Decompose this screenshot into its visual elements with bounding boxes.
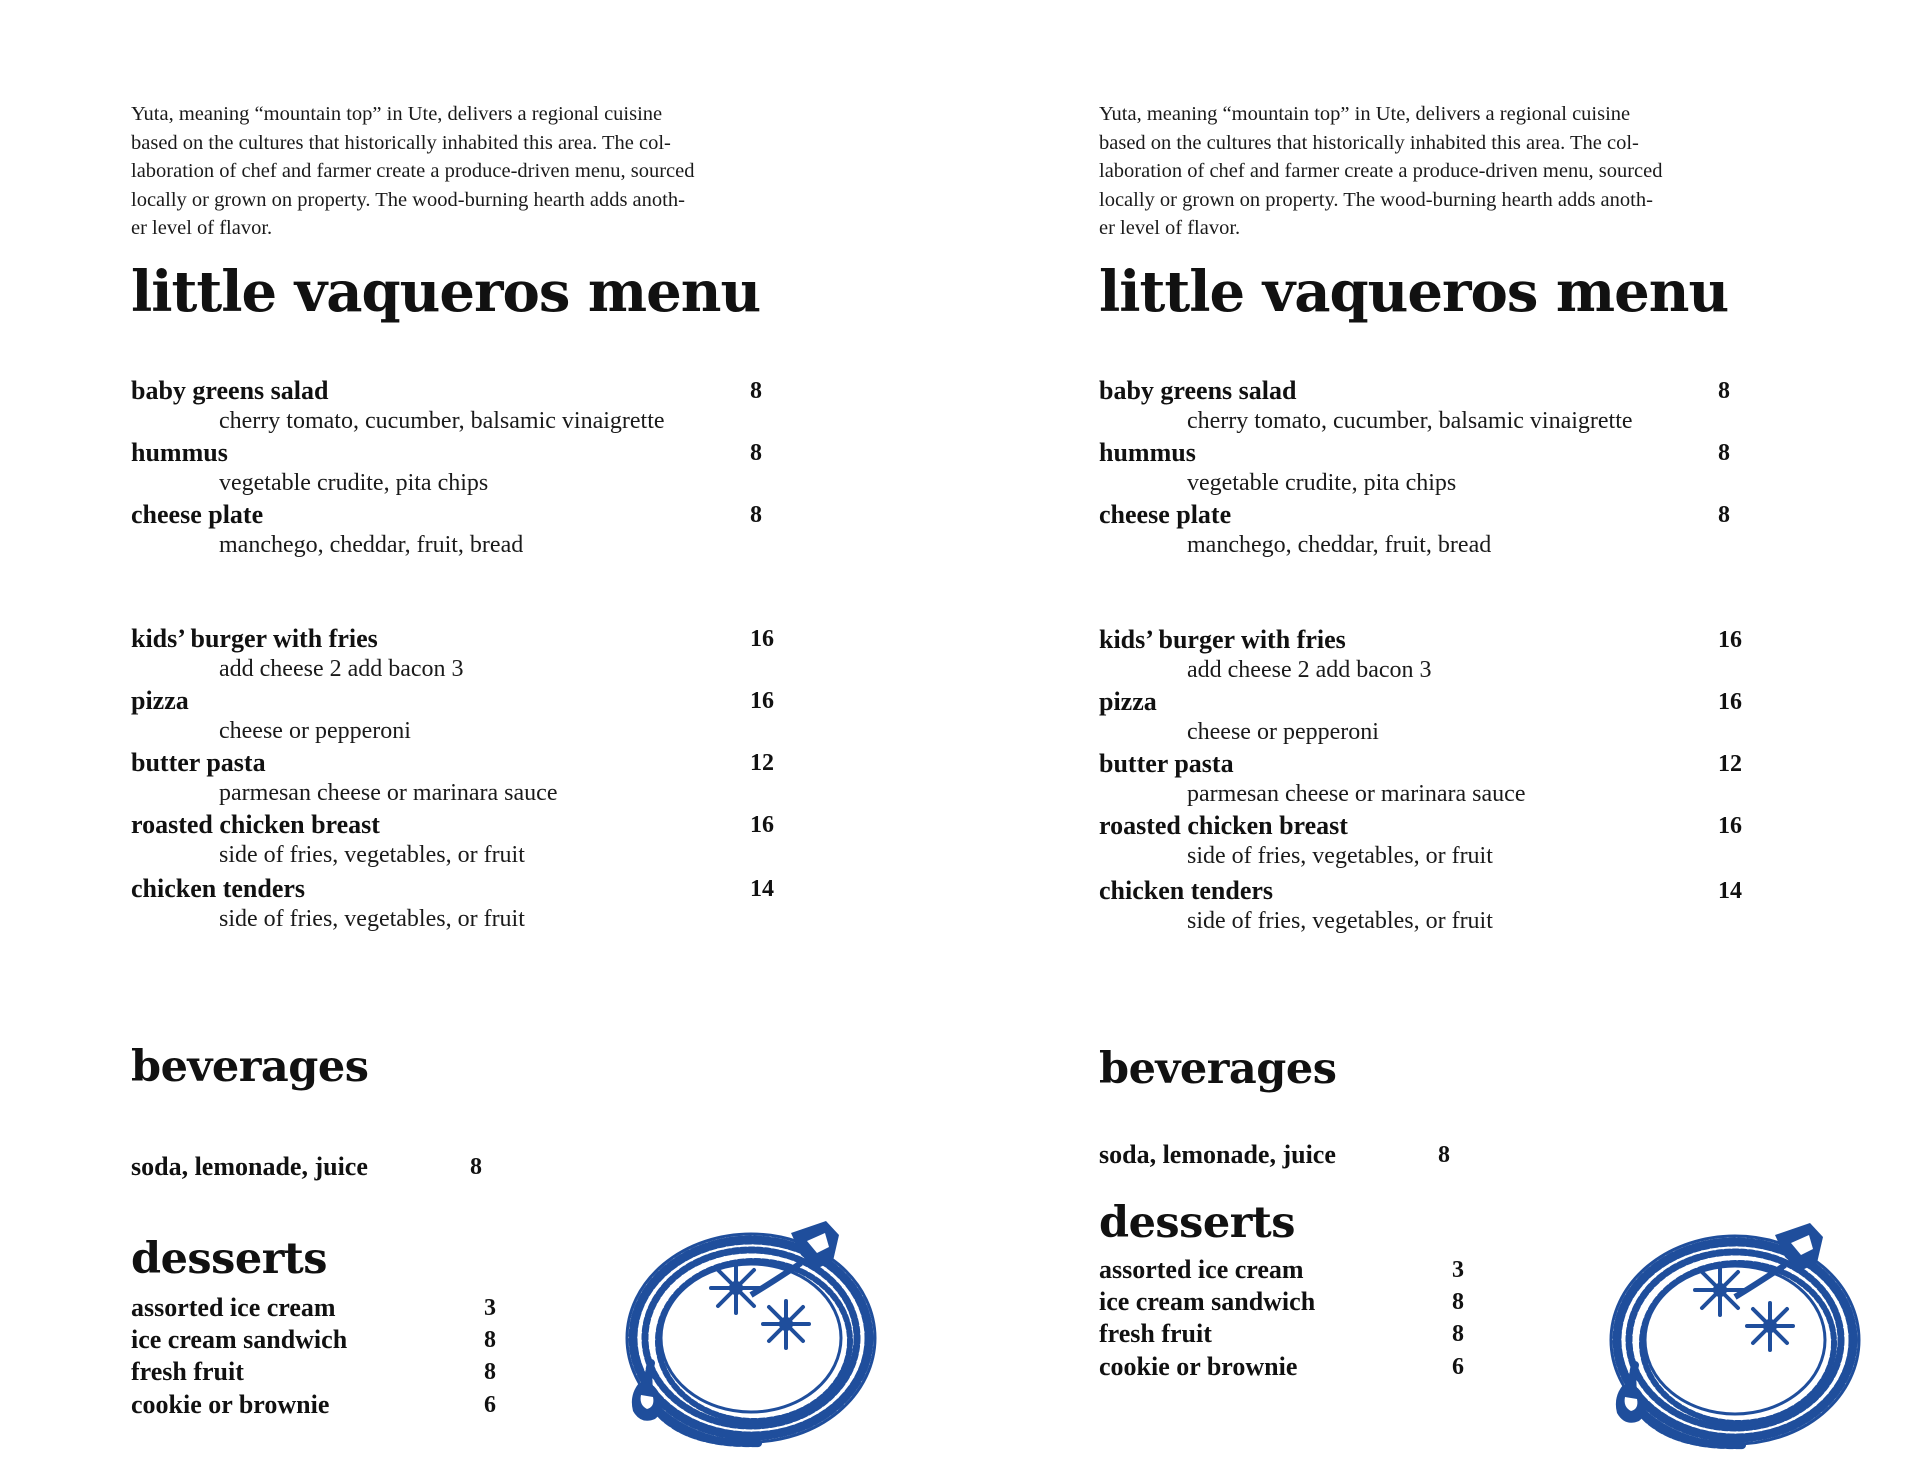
item-price: 14	[750, 876, 774, 902]
dessert-item	[131, 1325, 631, 1357]
menu-title: little vaqueros menu	[1099, 259, 1729, 325]
dessert-item	[1099, 1255, 1599, 1287]
intro-paragraph	[131, 100, 831, 243]
item-description: cheese or pepperoni	[1187, 719, 1379, 745]
item-name: assorted ice cream	[131, 1293, 336, 1322]
menu-item	[1099, 625, 1799, 687]
item-description: parmesan cheese or marinara sauce	[1187, 781, 1526, 807]
item-description: parmesan cheese or marinara sauce	[219, 780, 558, 806]
item-price: 16	[750, 812, 774, 838]
item-name: roasted chicken breast	[1099, 811, 1348, 840]
lasso-with-spurs-icon	[1595, 1215, 1875, 1455]
menu-page-right	[1099, 0, 1899, 1484]
desserts-heading: desserts	[131, 1234, 327, 1284]
item-name: chicken tenders	[131, 874, 306, 903]
item-name: soda, lemonade, juice	[1099, 1140, 1336, 1169]
item-name: butter pasta	[1099, 749, 1234, 778]
menu-item	[1099, 687, 1799, 749]
menu-item	[131, 686, 831, 748]
intro-line: Yuta, meaning “mountain top” in Ute, delivers a regional cuisine	[131, 103, 663, 125]
menu-item	[1099, 500, 1799, 562]
item-name: butter pasta	[131, 748, 266, 777]
item-price: 12	[750, 750, 774, 776]
item-price: 3	[1452, 1257, 1464, 1283]
item-name: ice cream sandwich	[131, 1325, 348, 1354]
item-description: manchego, cheddar, fruit, bread	[219, 532, 524, 558]
menu-item	[131, 500, 831, 562]
item-description: cheese or pepperoni	[219, 718, 411, 744]
beverages-heading: beverages	[1099, 1044, 1337, 1094]
item-description: cherry tomato, cucumber, balsamic vinaigrette	[219, 408, 665, 434]
intro-line: er level of flavor.	[1099, 217, 1241, 240]
desserts-heading: desserts	[1099, 1198, 1295, 1248]
lasso-with-spurs-icon	[611, 1213, 891, 1453]
item-name: baby greens salad	[131, 376, 329, 405]
item-price: 8	[1718, 440, 1730, 466]
intro-line: laboration of chef and farmer create a produce-driven menu, sourced	[131, 160, 695, 183]
intro-paragraph	[1099, 100, 1799, 243]
item-name: fresh fruit	[131, 1357, 244, 1386]
item-name: cheese plate	[131, 500, 264, 529]
item-price: 8	[750, 502, 762, 528]
item-price: 8	[1718, 502, 1730, 528]
menu-item	[131, 874, 831, 936]
item-price: 3	[484, 1295, 496, 1321]
menu-item	[1099, 749, 1799, 811]
item-price: 16	[1718, 813, 1742, 839]
intro-line: er level of flavor.	[131, 217, 273, 240]
item-description: side of fries, vegetables, or fruit	[219, 906, 525, 932]
intro-line: Yuta, meaning “mountain top” in Ute, delivers a regional cuisine	[1099, 103, 1631, 125]
beverage-item	[1099, 1140, 1599, 1172]
item-price: 16	[750, 626, 774, 652]
item-price: 8	[484, 1359, 496, 1385]
item-price: 6	[484, 1392, 496, 1418]
item-description: add cheese 2 add bacon 3	[1187, 657, 1432, 683]
item-description: side of fries, vegetables, or fruit	[219, 842, 525, 868]
menu-item	[1099, 438, 1799, 500]
item-price: 14	[1718, 878, 1742, 904]
item-description: vegetable crudite, pita chips	[1187, 470, 1457, 496]
intro-line: based on the cultures that historically inhabited this area. The col-	[131, 131, 671, 154]
item-name: hummus	[1099, 438, 1196, 467]
intro-line: based on the cultures that historically inhabited this area. The col-	[1099, 131, 1639, 154]
menu-page-left	[131, 0, 931, 1484]
dessert-item	[131, 1390, 631, 1422]
menu-item	[131, 438, 831, 500]
item-description: add cheese 2 add bacon 3	[219, 656, 464, 682]
menu-item	[1099, 811, 1799, 873]
item-name: kids’ burger with fries	[1099, 625, 1346, 654]
item-name: chicken tenders	[1099, 876, 1274, 905]
item-price: 8	[1438, 1142, 1450, 1168]
menu-item	[131, 748, 831, 810]
item-name: cookie or brownie	[1099, 1352, 1298, 1381]
item-price: 8	[1452, 1289, 1464, 1315]
item-price: 16	[1718, 689, 1742, 715]
item-price: 8	[750, 440, 762, 466]
item-name: fresh fruit	[1099, 1319, 1212, 1348]
item-price: 8	[470, 1154, 482, 1180]
intro-line: locally or grown on property. The wood-burning hearth adds anoth-	[131, 188, 685, 211]
item-price: 16	[750, 688, 774, 714]
beverages-heading: beverages	[131, 1042, 369, 1092]
item-description: side of fries, vegetables, or fruit	[1187, 908, 1493, 934]
item-description: cherry tomato, cucumber, balsamic vinaigrette	[1187, 408, 1633, 434]
item-name: pizza	[1099, 687, 1157, 716]
menu-item	[131, 810, 831, 872]
dessert-item	[1099, 1319, 1599, 1351]
item-name: hummus	[131, 438, 228, 467]
intro-line: locally or grown on property. The wood-burning hearth adds anoth-	[1099, 188, 1653, 211]
dessert-item	[131, 1293, 631, 1325]
menu-item	[1099, 376, 1799, 438]
item-name: baby greens salad	[1099, 376, 1297, 405]
menu-item	[131, 376, 831, 438]
item-name: pizza	[131, 686, 189, 715]
item-price: 12	[1718, 751, 1742, 777]
item-price: 8	[484, 1327, 496, 1353]
item-name: roasted chicken breast	[131, 810, 380, 839]
item-price: 6	[1452, 1354, 1464, 1380]
menu-title: little vaqueros menu	[131, 259, 761, 325]
dessert-item	[1099, 1287, 1599, 1319]
item-price: 16	[1718, 627, 1742, 653]
item-name: ice cream sandwich	[1099, 1287, 1316, 1316]
beverage-item	[131, 1152, 631, 1184]
item-description: manchego, cheddar, fruit, bread	[1187, 532, 1492, 558]
item-name: assorted ice cream	[1099, 1255, 1304, 1284]
item-description: side of fries, vegetables, or fruit	[1187, 843, 1493, 869]
item-description: vegetable crudite, pita chips	[219, 470, 489, 496]
item-name: cheese plate	[1099, 500, 1232, 529]
item-name: cookie or brownie	[131, 1390, 330, 1419]
menu-item	[1099, 876, 1799, 938]
dessert-item	[131, 1357, 631, 1389]
item-name: kids’ burger with fries	[131, 624, 378, 653]
dessert-item	[1099, 1352, 1599, 1384]
menu-item	[131, 624, 831, 686]
intro-line: laboration of chef and farmer create a produce-driven menu, sourced	[1099, 160, 1663, 183]
item-price: 8	[750, 378, 762, 404]
item-price: 8	[1718, 378, 1730, 404]
item-name: soda, lemonade, juice	[131, 1152, 368, 1181]
item-price: 8	[1452, 1321, 1464, 1347]
